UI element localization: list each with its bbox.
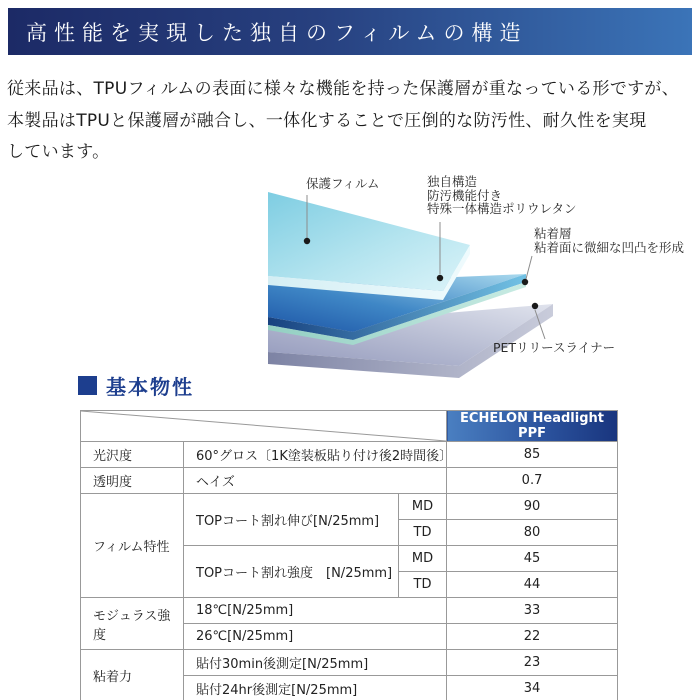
section-square-icon [78,376,97,395]
test-cell: ヘイズ [184,468,447,494]
table-row [81,598,618,624]
direction-cell: TD [399,520,447,546]
label-unique-line2: 防汚機能付き [427,187,503,203]
value-cell: 45 [447,546,618,572]
table-row [81,650,618,676]
value-cell: 85 [447,442,618,468]
test-cell: 60°グロス〔1K塗装板貼り付け後2時間後〕 [184,442,447,468]
value-cell: 0.7 [447,468,618,494]
label-protective-film: 保護フィルム [306,176,380,191]
pointer-dot-polyurethane [437,275,443,281]
test-cell: 貼付24hr後測定[N/25mm] [184,676,447,700]
intro-text-line: 従来品は、TPUフィルムの表面に様々な機能を持った保護層が重なっている形ですが、 [7,79,680,99]
table-row [81,468,618,494]
product-column-header: ECHELON Headlight PPF [447,411,618,442]
intro-text-line: しています。 [7,142,110,162]
value-cell: 33 [447,598,618,624]
pointer-dot-protective-film [304,238,310,244]
direction-cell: MD [399,494,447,520]
label-adhesive-line1: 粘着層 [534,226,572,241]
table-corner-cell [81,411,447,442]
category-cell: フィルム特性 [81,494,184,598]
label-pet-liner: PETリリースライナー [493,340,616,355]
intro-paragraph [7,74,695,169]
diagonal-line [81,411,446,441]
label-unique-structure [427,175,577,216]
section-title: 基本物性 [106,375,194,399]
test-cell: 26℃[N/25mm] [184,624,447,650]
category-cell: 透明度 [81,468,184,494]
leader-line-adhesive [526,256,532,279]
label-unique-line3: 特殊一体構造ポリウレタン [427,201,577,216]
value-cell: 44 [447,572,618,598]
header-banner [8,8,692,55]
value-cell: 90 [447,494,618,520]
section-heading [78,371,194,400]
value-cell: 23 [447,650,618,676]
table-header-row [81,411,618,442]
label-adhesive-layer [534,227,684,254]
test-cell: 貼付30min後測定[N/25mm] [184,650,447,676]
film-structure-diagram [230,174,685,380]
basic-properties-table [80,410,618,700]
table-row [81,442,618,468]
direction-cell: MD [399,546,447,572]
pointer-dot-adhesive [522,279,528,285]
label-adhesive-line2: 粘着面に微細な凹凸を形成 [534,239,685,255]
page-title: 高性能を実現した独自のフィルムの構造 [26,20,528,45]
label-unique-line1: 独自構造 [427,174,478,189]
category-cell: 光沢度 [81,442,184,468]
table-row [81,494,618,520]
pointer-dot-liner [532,303,538,309]
test-cell: TOPコート割れ強度 [N/25mm] [184,546,399,598]
value-cell: 34 [447,676,618,700]
category-cell: モジュラス強度 [81,598,184,650]
test-cell: 18℃[N/25mm] [184,598,447,624]
intro-text-line: 本製品はTPUと保護層が融合し、一体化することで圧倒的な防汚性、耐久性を実現 [7,110,647,131]
category-cell: 粘着力 [81,650,184,700]
value-cell: 80 [447,520,618,546]
test-cell: TOPコート割れ伸び[N/25mm] [184,494,399,546]
value-cell: 22 [447,624,618,650]
direction-cell: TD [399,572,447,598]
